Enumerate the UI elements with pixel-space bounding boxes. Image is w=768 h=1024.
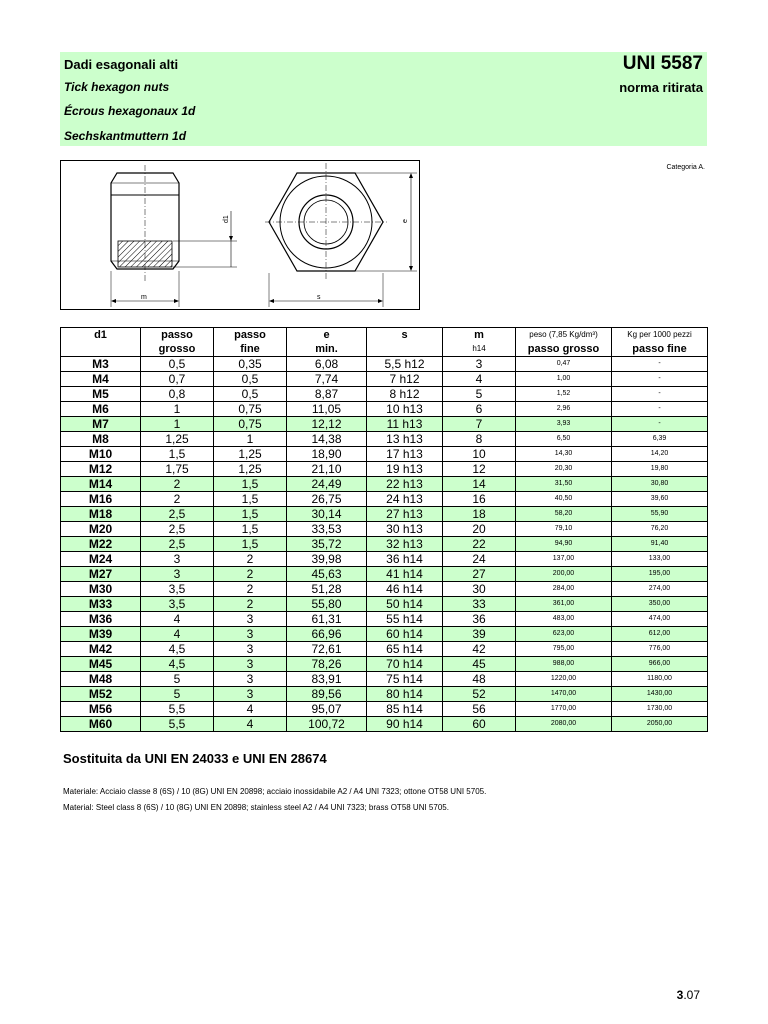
cell-d1: M18	[61, 507, 141, 522]
cell-weight-fine: 1180,00	[612, 672, 708, 687]
cell-e: 61,31	[287, 612, 367, 627]
cell-e: 26,75	[287, 492, 367, 507]
cell-s: 22 h13	[367, 477, 443, 492]
cell-pitch-coarse: 5,5	[141, 702, 214, 717]
table-row	[61, 477, 708, 492]
nut-side-view	[111, 165, 237, 307]
cell-weight-coarse: 1770,00	[516, 702, 612, 717]
cell-weight-coarse: 623,00	[516, 627, 612, 642]
cell-m: 20	[443, 522, 516, 537]
cell-weight-fine: -	[612, 402, 708, 417]
cell-weight-fine: 76,20	[612, 522, 708, 537]
cell-weight-fine: 274,00	[612, 582, 708, 597]
cell-pitch-fine: 0,5	[214, 387, 287, 402]
cell-d1: M8	[61, 432, 141, 447]
cell-d1: M7	[61, 417, 141, 432]
title-english: Tick hexagon nuts	[64, 80, 170, 94]
page-minor: .07	[683, 988, 700, 1002]
title-german: Sechskantmuttern 1d	[64, 129, 187, 143]
cell-e: 72,61	[287, 642, 367, 657]
cell-s: 30 h13	[367, 522, 443, 537]
cell-s: 19 h13	[367, 462, 443, 477]
cell-m: 39	[443, 627, 516, 642]
table-row	[61, 567, 708, 582]
cell-s: 46 h14	[367, 582, 443, 597]
cell-pitch-fine: 3	[214, 627, 287, 642]
cell-m: 7	[443, 417, 516, 432]
table-header-row	[61, 328, 708, 343]
cell-pitch-fine: 3	[214, 657, 287, 672]
cell-pitch-coarse: 1	[141, 402, 214, 417]
cell-d1: M48	[61, 672, 141, 687]
cell-weight-fine: 55,90	[612, 507, 708, 522]
cell-weight-fine: 350,00	[612, 597, 708, 612]
cell-m: 10	[443, 447, 516, 462]
table-row	[61, 357, 708, 372]
cell-d1: M33	[61, 597, 141, 612]
cell-s: 32 h13	[367, 537, 443, 552]
cell-pitch-fine: 0,75	[214, 417, 287, 432]
cell-weight-coarse: 1,00	[516, 372, 612, 387]
cell-e: 78,26	[287, 657, 367, 672]
cell-m: 12	[443, 462, 516, 477]
technical-drawing	[60, 160, 420, 310]
header-weight-fine: passo fine	[612, 342, 708, 357]
cell-s: 36 h14	[367, 552, 443, 567]
cell-weight-fine: 133,00	[612, 552, 708, 567]
table-header-row	[61, 342, 708, 357]
cell-pitch-coarse: 3,5	[141, 582, 214, 597]
cell-pitch-fine: 3	[214, 687, 287, 702]
header-pitch-coarse-2: grosso	[141, 342, 214, 357]
material-italian: Materiale: Acciaio classe 8 (6S) / 10 (8G) UNI EN 20898; acciaio inossidabile A2 / A4 UNI 7323; ottone OT58 UNI 5705.	[63, 787, 487, 796]
cell-weight-fine: -	[612, 417, 708, 432]
table-row	[61, 522, 708, 537]
cell-weight-coarse: 361,00	[516, 597, 612, 612]
cell-pitch-coarse: 4	[141, 627, 214, 642]
table-row	[61, 657, 708, 672]
cell-pitch-coarse: 2	[141, 492, 214, 507]
cell-pitch-coarse: 5	[141, 687, 214, 702]
header-m-tolerance: h14	[443, 342, 516, 357]
cell-m: 36	[443, 612, 516, 627]
nut-top-view	[265, 163, 417, 307]
cell-pitch-coarse: 1,25	[141, 432, 214, 447]
cell-weight-coarse: 31,50	[516, 477, 612, 492]
page-number	[677, 988, 700, 1002]
cell-e: 45,63	[287, 567, 367, 582]
cell-pitch-coarse: 2	[141, 477, 214, 492]
table-body	[61, 357, 708, 732]
cell-pitch-fine: 2	[214, 552, 287, 567]
cell-pitch-coarse: 3	[141, 552, 214, 567]
page-major: 3	[676, 988, 684, 1002]
cell-m: 3	[443, 357, 516, 372]
cell-d1: M27	[61, 567, 141, 582]
cell-weight-fine: 474,00	[612, 612, 708, 627]
cell-s: 90 h14	[367, 717, 443, 732]
table-row	[61, 417, 708, 432]
header-s: s	[367, 328, 443, 343]
header-s-blank	[367, 342, 443, 357]
cell-pitch-fine: 0,75	[214, 402, 287, 417]
cell-weight-coarse: 58,20	[516, 507, 612, 522]
dim-m-label: m	[141, 294, 147, 301]
category-label: Categoria A.	[666, 164, 705, 171]
dim-s-label: s	[317, 294, 321, 301]
cell-pitch-coarse: 1,5	[141, 447, 214, 462]
cell-e: 100,72	[287, 717, 367, 732]
cell-d1: M5	[61, 387, 141, 402]
cell-d1: M3	[61, 357, 141, 372]
cell-pitch-coarse: 4,5	[141, 657, 214, 672]
cell-weight-fine: 966,00	[612, 657, 708, 672]
cell-d1: M30	[61, 582, 141, 597]
cell-m: 42	[443, 642, 516, 657]
cell-weight-fine: 776,00	[612, 642, 708, 657]
cell-weight-coarse: 1,52	[516, 387, 612, 402]
table-row	[61, 672, 708, 687]
cell-pitch-fine: 1,5	[214, 522, 287, 537]
cell-d1: M45	[61, 657, 141, 672]
cell-weight-fine: 39,60	[612, 492, 708, 507]
cell-s: 70 h14	[367, 657, 443, 672]
cell-m: 30	[443, 582, 516, 597]
table-row	[61, 372, 708, 387]
cell-d1: M56	[61, 702, 141, 717]
cell-m: 33	[443, 597, 516, 612]
cell-pitch-fine: 1,25	[214, 462, 287, 477]
cell-pitch-fine: 2	[214, 597, 287, 612]
table-row	[61, 642, 708, 657]
dim-e-label: e	[402, 219, 409, 223]
cell-pitch-fine: 4	[214, 702, 287, 717]
cell-pitch-coarse: 4,5	[141, 642, 214, 657]
cell-m: 48	[443, 672, 516, 687]
cell-d1: M60	[61, 717, 141, 732]
cell-weight-coarse: 40,50	[516, 492, 612, 507]
cell-pitch-fine: 1,5	[214, 507, 287, 522]
cell-pitch-coarse: 2,5	[141, 537, 214, 552]
cell-m: 8	[443, 432, 516, 447]
cell-pitch-coarse: 2,5	[141, 522, 214, 537]
cell-s: 27 h13	[367, 507, 443, 522]
title-french: Écrous hexagonaux 1d	[64, 104, 196, 118]
cell-m: 45	[443, 657, 516, 672]
cell-s: 17 h13	[367, 447, 443, 462]
cell-e: 14,38	[287, 432, 367, 447]
cell-e: 7,74	[287, 372, 367, 387]
cell-pitch-coarse: 0,8	[141, 387, 214, 402]
table-row	[61, 537, 708, 552]
cell-e: 33,53	[287, 522, 367, 537]
cell-m: 16	[443, 492, 516, 507]
cell-weight-coarse: 795,00	[516, 642, 612, 657]
cell-weight-fine: 30,80	[612, 477, 708, 492]
cell-pitch-coarse: 1,75	[141, 462, 214, 477]
header-pitch-fine: passo	[214, 328, 287, 343]
cell-weight-coarse: 6,50	[516, 432, 612, 447]
cell-e: 8,87	[287, 387, 367, 402]
cell-s: 60 h14	[367, 627, 443, 642]
cell-weight-fine: 1430,00	[612, 687, 708, 702]
cell-e: 6,08	[287, 357, 367, 372]
table-row	[61, 432, 708, 447]
cell-pitch-fine: 0,5	[214, 372, 287, 387]
cell-m: 24	[443, 552, 516, 567]
cell-d1: M39	[61, 627, 141, 642]
cell-weight-coarse: 14,30	[516, 447, 612, 462]
header-e: e	[287, 328, 367, 343]
table-row	[61, 612, 708, 627]
dimensions-table	[60, 327, 708, 732]
cell-pitch-coarse: 1	[141, 417, 214, 432]
table-row	[61, 462, 708, 477]
table-row	[61, 507, 708, 522]
cell-e: 51,28	[287, 582, 367, 597]
cell-weight-coarse: 1220,00	[516, 672, 612, 687]
cell-m: 18	[443, 507, 516, 522]
cell-s: 24 h13	[367, 492, 443, 507]
cell-weight-fine: 19,80	[612, 462, 708, 477]
replaced-by-note: Sostituita da UNI EN 24033 e UNI EN 28674	[63, 751, 327, 766]
cell-pitch-fine: 3	[214, 642, 287, 657]
standard-number: UNI 5587	[622, 53, 703, 74]
title-block	[60, 52, 707, 146]
cell-e: 12,12	[287, 417, 367, 432]
cell-pitch-coarse: 4	[141, 612, 214, 627]
header-e-min: min.	[287, 342, 367, 357]
cell-pitch-fine: 1	[214, 432, 287, 447]
cell-s: 13 h13	[367, 432, 443, 447]
cell-d1: M22	[61, 537, 141, 552]
cell-pitch-coarse: 0,7	[141, 372, 214, 387]
header-weight-coarse: passo grosso	[516, 342, 612, 357]
header-d1-blank	[61, 342, 141, 357]
material-english: Material: Steel class 8 (6S) / 10 (8G) UNI EN 20898; stainless steel A2 / A4 UNI 7323; brass OT58 UNI 5705.	[63, 803, 449, 812]
cell-s: 80 h14	[367, 687, 443, 702]
table-row	[61, 447, 708, 462]
cell-pitch-fine: 1,5	[214, 492, 287, 507]
cell-weight-fine: -	[612, 387, 708, 402]
cell-weight-coarse: 20,30	[516, 462, 612, 477]
cell-e: 18,90	[287, 447, 367, 462]
cell-e: 35,72	[287, 537, 367, 552]
dim-d1-label: d1	[223, 215, 230, 223]
header-kg-per-1000: Kg per 1000 pezzi	[612, 328, 708, 343]
cell-pitch-fine: 3	[214, 612, 287, 627]
title-italian: Dadi esagonali alti	[64, 57, 179, 72]
cell-m: 4	[443, 372, 516, 387]
cell-m: 60	[443, 717, 516, 732]
table-row	[61, 627, 708, 642]
cell-d1: M24	[61, 552, 141, 567]
cell-s: 85 h14	[367, 702, 443, 717]
cell-e: 66,96	[287, 627, 367, 642]
cell-pitch-coarse: 5	[141, 672, 214, 687]
cell-weight-coarse: 1470,00	[516, 687, 612, 702]
cell-pitch-coarse: 2,5	[141, 507, 214, 522]
cell-d1: M20	[61, 522, 141, 537]
cell-m: 14	[443, 477, 516, 492]
cell-weight-coarse: 0,47	[516, 357, 612, 372]
cell-pitch-fine: 1,25	[214, 447, 287, 462]
cell-pitch-fine: 4	[214, 717, 287, 732]
cell-weight-coarse: 2,96	[516, 402, 612, 417]
cell-s: 65 h14	[367, 642, 443, 657]
header-pitch-fine-2: fine	[214, 342, 287, 357]
header-pitch-coarse: passo	[141, 328, 214, 343]
cell-weight-coarse: 3,93	[516, 417, 612, 432]
cell-weight-coarse: 200,00	[516, 567, 612, 582]
cell-weight-fine: 6,39	[612, 432, 708, 447]
cell-m: 6	[443, 402, 516, 417]
table-row	[61, 582, 708, 597]
cell-weight-fine: -	[612, 372, 708, 387]
standard-status: norma ritirata	[619, 80, 703, 95]
cell-d1: M52	[61, 687, 141, 702]
cell-weight-coarse: 94,90	[516, 537, 612, 552]
cell-s: 7 h12	[367, 372, 443, 387]
cell-pitch-fine: 2	[214, 567, 287, 582]
cell-pitch-coarse: 0,5	[141, 357, 214, 372]
cell-pitch-fine: 1,5	[214, 537, 287, 552]
cell-weight-coarse: 988,00	[516, 657, 612, 672]
cell-d1: M10	[61, 447, 141, 462]
cell-pitch-fine: 3	[214, 672, 287, 687]
cell-m: 5	[443, 387, 516, 402]
cell-m: 52	[443, 687, 516, 702]
cell-e: 21,10	[287, 462, 367, 477]
cell-weight-fine: 91,40	[612, 537, 708, 552]
cell-s: 41 h14	[367, 567, 443, 582]
cell-weight-coarse: 483,00	[516, 612, 612, 627]
table-row	[61, 702, 708, 717]
cell-pitch-fine: 2	[214, 582, 287, 597]
cell-e: 39,98	[287, 552, 367, 567]
cell-e: 11,05	[287, 402, 367, 417]
cell-pitch-fine: 0,35	[214, 357, 287, 372]
cell-e: 24,49	[287, 477, 367, 492]
cell-d1: M12	[61, 462, 141, 477]
cell-weight-coarse: 79,10	[516, 522, 612, 537]
cell-pitch-coarse: 5,5	[141, 717, 214, 732]
cell-m: 56	[443, 702, 516, 717]
table-row	[61, 597, 708, 612]
cell-weight-coarse: 2080,00	[516, 717, 612, 732]
cell-e: 95,07	[287, 702, 367, 717]
cell-pitch-fine: 1,5	[214, 477, 287, 492]
table-row	[61, 387, 708, 402]
cell-s: 50 h14	[367, 597, 443, 612]
cell-e: 30,14	[287, 507, 367, 522]
cell-d1: M6	[61, 402, 141, 417]
cell-d1: M4	[61, 372, 141, 387]
table-row	[61, 492, 708, 507]
cell-e: 89,56	[287, 687, 367, 702]
cell-weight-coarse: 137,00	[516, 552, 612, 567]
cell-e: 83,91	[287, 672, 367, 687]
cell-weight-fine: 1730,00	[612, 702, 708, 717]
cell-weight-fine: 14,20	[612, 447, 708, 462]
header-d1: d1	[61, 328, 141, 343]
cell-s: 75 h14	[367, 672, 443, 687]
cell-d1: M36	[61, 612, 141, 627]
cell-weight-fine: 195,00	[612, 567, 708, 582]
cell-m: 22	[443, 537, 516, 552]
cell-weight-fine: 612,00	[612, 627, 708, 642]
table-row	[61, 687, 708, 702]
table-row	[61, 402, 708, 417]
table-row	[61, 552, 708, 567]
cell-weight-coarse: 284,00	[516, 582, 612, 597]
cell-m: 27	[443, 567, 516, 582]
cell-s: 5,5 h12	[367, 357, 443, 372]
cell-s: 8 h12	[367, 387, 443, 402]
table-row	[61, 717, 708, 732]
cell-weight-fine: -	[612, 357, 708, 372]
cell-pitch-coarse: 3	[141, 567, 214, 582]
cell-d1: M14	[61, 477, 141, 492]
header-m: m	[443, 328, 516, 343]
cell-s: 55 h14	[367, 612, 443, 627]
cell-weight-fine: 2050,00	[612, 717, 708, 732]
nut-drawing-svg	[61, 161, 421, 311]
header-weight: peso (7,85 Kg/dm³)	[516, 328, 612, 343]
cell-d1: M42	[61, 642, 141, 657]
cell-s: 10 h13	[367, 402, 443, 417]
cell-e: 55,80	[287, 597, 367, 612]
cell-d1: M16	[61, 492, 141, 507]
cell-pitch-coarse: 3,5	[141, 597, 214, 612]
cell-s: 11 h13	[367, 417, 443, 432]
